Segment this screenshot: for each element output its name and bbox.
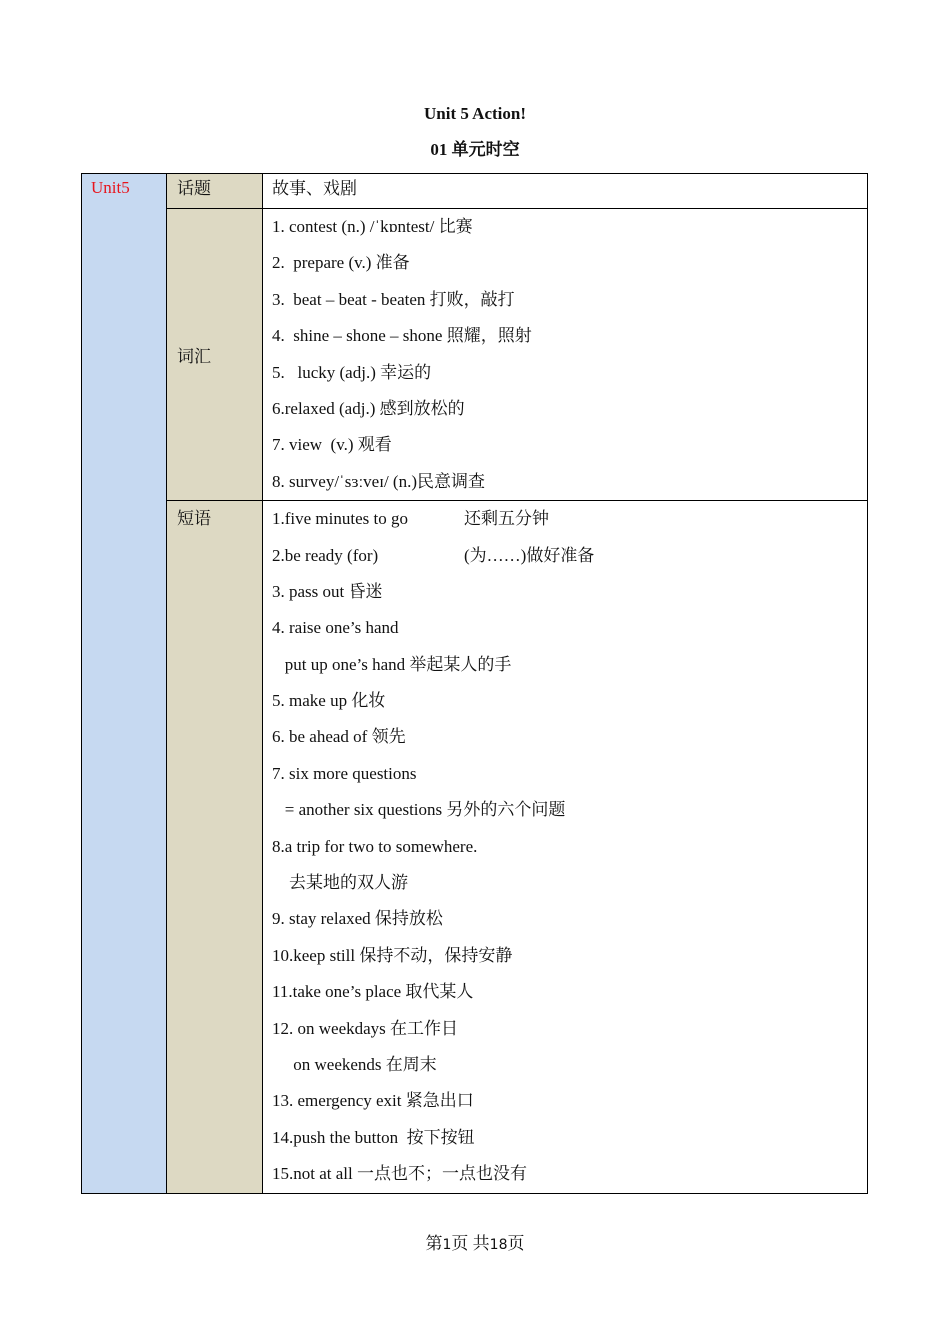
vocabulary-label: 词汇 — [177, 347, 211, 367]
document-subtitle: 01 单元时空 — [430, 140, 520, 159]
phrase-text: put up one’s hand 举起某人的手 — [272, 654, 512, 674]
phrases-label-cell — [167, 501, 263, 1193]
vocabulary-item: 4. shine – shone – shone 照耀，照射 — [272, 326, 532, 346]
unit-label-cell — [82, 174, 167, 1194]
vocabulary-item: 3. beat – beat - beaten 打败，敲打 — [272, 289, 515, 309]
phrase-text: 3. pass out 昏迷 — [272, 581, 383, 601]
phrase-item — [272, 938, 867, 974]
phrase-text: 6. be ahead of 领先 — [272, 727, 406, 747]
phrase-text: 2.be ready (for) — [272, 545, 379, 565]
vocabulary-item: 1. contest (n.) /ˈkɒntest/ 比赛 — [272, 217, 473, 236]
phrase-item — [272, 501, 867, 537]
phrases-list-cell — [263, 501, 868, 1193]
topic-value-cell — [263, 174, 868, 209]
phrase-text: 去某地的双人游 — [272, 873, 408, 893]
phrase-translation: (为……)做好准备 — [464, 545, 595, 565]
phrase-text: 8.a trip for two to somewhere. — [272, 836, 478, 856]
phrase-text: 1.five minutes to go — [272, 509, 408, 529]
phrase-text: 14.push the button 按下按钮 — [272, 1127, 475, 1147]
phrase-item — [272, 610, 867, 646]
phrase-item — [272, 683, 867, 719]
phrase-text: = another six questions 另外的六个问题 — [272, 800, 566, 820]
phrase-item — [272, 719, 867, 755]
phrases-label: 短语 — [177, 509, 211, 529]
footer-middle: 页 共 — [451, 1234, 490, 1253]
footer-total-pages: 18 — [489, 1237, 508, 1253]
phrases-list — [272, 501, 867, 1192]
document-title: Unit 5 Action! — [424, 104, 526, 123]
phrase-item — [272, 1011, 867, 1047]
phrase-item — [272, 829, 867, 865]
unit-outline-table — [81, 173, 868, 1194]
vocabulary-label-cell — [167, 209, 263, 501]
topic-value: 故事、戏剧 — [272, 179, 357, 198]
phrase-item — [272, 865, 867, 901]
unit-label: Unit5 — [91, 178, 130, 197]
vocabulary-item: 8. survey/ˈsɜːveɪ/ (n.)民意调查 — [272, 471, 485, 491]
phrase-text: 5. make up 化妆 — [272, 691, 386, 711]
vocabulary-row — [82, 209, 868, 501]
phrase-text: 7. six more questions — [272, 763, 417, 783]
phrase-text: 10.keep still 保持不动，保持安静 — [272, 945, 513, 965]
phrases-row — [82, 501, 868, 1193]
vocabulary-item: 6.relaxed (adj.) 感到放松的 — [272, 398, 465, 418]
footer-suffix: 页 — [507, 1234, 525, 1253]
phrase-item — [272, 901, 867, 937]
phrase-item — [272, 756, 867, 792]
phrase-item — [272, 647, 867, 683]
phrase-item — [272, 974, 867, 1010]
phrase-item — [272, 1083, 867, 1119]
phrase-item — [272, 1156, 867, 1192]
phrase-item — [272, 574, 867, 610]
phrase-text: 9. stay relaxed 保持放松 — [272, 909, 443, 929]
vocabulary-item: 7. view (v.) 观看 — [272, 435, 392, 455]
phrase-text: 15.not at all 一点也不；一点也没有 — [272, 1164, 527, 1184]
phrase-text: on weekends 在周末 — [272, 1054, 437, 1074]
phrase-item — [272, 538, 867, 574]
phrase-text: 11.take one’s place 取代某人 — [272, 982, 474, 1002]
vocabulary-item: 5. lucky (adj.) 幸运的 — [272, 362, 432, 382]
topic-label: 话题 — [177, 179, 211, 198]
phrase-text: 4. raise one’s hand — [272, 618, 399, 638]
footer-prefix: 第 — [425, 1234, 443, 1253]
vocabulary-list-cell — [263, 209, 868, 501]
topic-label-cell — [167, 174, 263, 209]
topic-row — [82, 174, 868, 209]
footer-page-number: 1 — [442, 1237, 452, 1253]
vocabulary-item: 2. prepare (v.) 准备 — [272, 253, 410, 273]
phrase-translation: 还剩五分钟 — [464, 509, 549, 529]
vocabulary-list — [272, 209, 867, 500]
phrase-item — [272, 1047, 867, 1083]
phrase-text: 13. emergency exit 紧急出口 — [272, 1091, 474, 1111]
page-footer — [0, 1233, 950, 1256]
phrase-item — [272, 1120, 867, 1156]
phrase-text: 12. on weekdays 在工作日 — [272, 1018, 459, 1038]
phrase-item — [272, 792, 867, 828]
